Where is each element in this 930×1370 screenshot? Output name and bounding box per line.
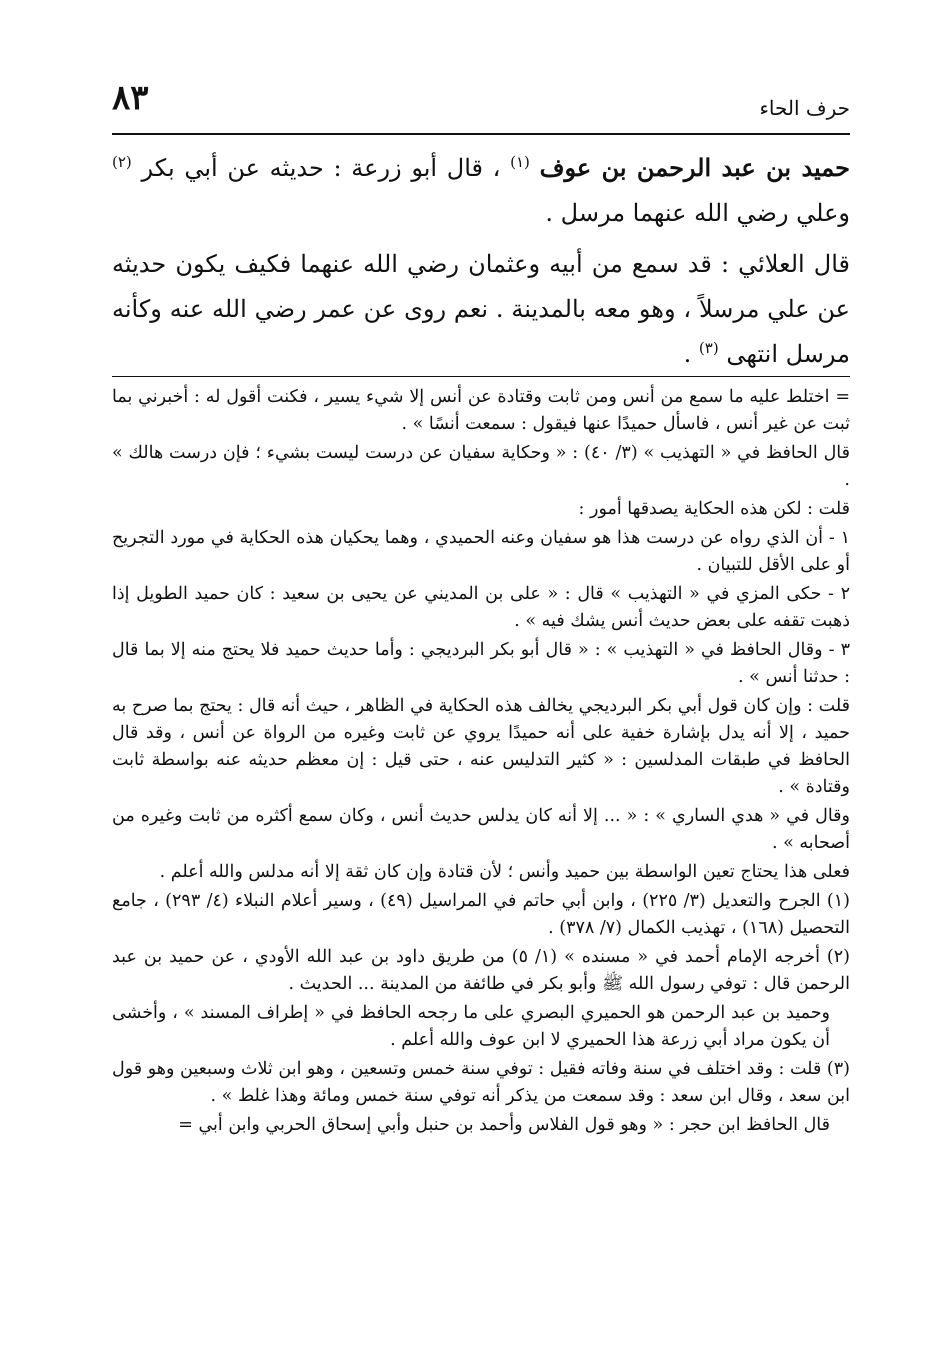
footnotes: [112, 384, 850, 1141]
footnote-rule: [112, 376, 850, 377]
entry-text: ، قال أبو زرعة : حديثه عن أبي بكر: [131, 154, 501, 182]
footnote-paragraph: فعلى هذا يحتاج تعين الواسطة بين حميد وأنس ؛ لأن قتادة وإن كان ثقة إلا أنه مدلس والله أعلم .: [159, 862, 850, 882]
entry-text-end: وعلي رضي الله عنهما مرسل .: [545, 199, 850, 227]
header-rule: [112, 133, 850, 135]
footnote-paragraph: ١ - أن الذي رواه عن درست هذا هو سفيان وعنه الحميدي ، وهما يحكيان هذه الحكاية في مورد التجريح أو على الأقل للتبيان .: [112, 528, 850, 575]
continuation-marker: =: [835, 387, 850, 407]
running-head: حرف الحاء: [759, 96, 850, 120]
footnote-paragraph: قلت : وإن كان قول أبي بكر البرديجي يخالف هذه الحكاية في الظاهر ، حيث أنه قال : يحتج بما صرح به حميد ، إلا أنه يدل بإشارة خفية على أنه حميدًا يروي عن ثابت وغيره من الرواة عن أنس ، وقد قال الحافظ في طبقات المدلسين : « كثير التدليس عنه ، حتى قيل : إن معظم حديثه عنه بواسطة ثابت وقتادة » .: [112, 696, 850, 797]
footnote-3: (٣) قلت : وقد اختلف في سنة وفاته فقيل : توفي سنة خمس وتسعين ، وهو ابن ثلاث وسبعين وهو قول ابن سعد ، وقال ابن سعد : وقد سمعت من يذكر أنه توفي سنة خمس ومائة وهذا غلط » .: [112, 1059, 850, 1106]
page-header: [112, 78, 850, 128]
footnote-ref-2: (٢): [112, 153, 132, 171]
footnote-paragraph: ٢ - حكى المزي في « التهذيب » قال : « على بن المديني عن يحيى بن سعيد : كان حميد الطويل إذا ذهبت تقفه على بعض حديث أنس يشك فيه » .: [112, 584, 850, 631]
footnote-paragraph: ٣ - وقال الحافظ في « التهذيب » : « قال أبو بكر البرديجي : وأما حديث حميد فلا يحتج منه إلا بما قال : حدثنا أنس » .: [112, 640, 850, 687]
footnote-paragraph: قال الحافظ في « التهذيب » (٣/ ٤٠) : « وحكاية سفيان عن درست ليست بشيء ؛ فإن درست هالك » .: [112, 443, 850, 490]
main-text: [112, 145, 850, 383]
footnote-ref-3: (٣): [698, 339, 719, 357]
entry-name: حميد بن عبد الرحمن بن عوف: [539, 153, 850, 182]
footnote-3-continued: قال الحافظ ابن حجر : « وهو قول الفلاس وأحمد بن حنبل وأبي إسحاق الحربي وابن أبي =: [178, 1115, 830, 1135]
footnote-2-continued: وحميد بن عبد الرحمن هو الحميري البصري على ما رجحه الحافظ في « إطراف المسند » ، وأخشى أن يكون مراد أبي زرعة هذا الحميري لا ابن عوف والله أعلم .: [112, 1003, 830, 1050]
footnote-1: (١) الجرح والتعديل (٣/ ٢٢٥) ، وابن أبي حاتم في المراسيل (٤٩) ، وسير أعلام النبلاء (٤/ ٢٩٣) ، جامع التحصيل (١٦٨) ، تهذيب الكمال (٧/ ٣٧٨) .: [112, 891, 850, 938]
alalai-text: قال العلائي : قد سمع من أبيه وعثمان رضي الله عنهما فكيف يكون حديثه عن علي مرسلاً ، وهو معه بالمدينة . نعم روى عن عمر رضي الله عنه وكأنه مرسل انتهى: [112, 250, 851, 368]
footnote-ref-1: (١): [510, 153, 530, 171]
alalai-text-end: .: [683, 340, 692, 368]
footnote-2: (٢) أخرجه الإمام أحمد في « مسنده » (١/ ٥) من طريق داود بن عبد الله الأودي ، عن حميد بن عبد الرحمن قال : توفي رسول الله ﷺ وأبو بكر في طائفة من المدينة ... الحديث .: [112, 947, 850, 994]
footnote-continuation-text: اختلط عليه ما سمع من أنس ومن ثابت وقتادة عن أنس إلا شيء يسير ، فكنت أقول له : أخبرني بما ثبت عن غير أنس ، فاسأل حميدًا عنها فيقول : سمعت أنسًا » .: [112, 387, 850, 434]
alalai-paragraph: [112, 242, 850, 377]
entry-paragraph: [112, 145, 850, 236]
footnote-paragraph: قلت : لكن هذه الحكاية يصدقها أمور :: [578, 499, 850, 519]
footnote-continuation: [112, 384, 850, 438]
page-number: ٨٣: [112, 78, 149, 118]
footnote-paragraph: وقال في « هدي الساري » : « ... إلا أنه كان يدلس حديث أنس ، وكان سمع أكثره من ثابت وغيره من أصحابه » .: [112, 806, 850, 853]
